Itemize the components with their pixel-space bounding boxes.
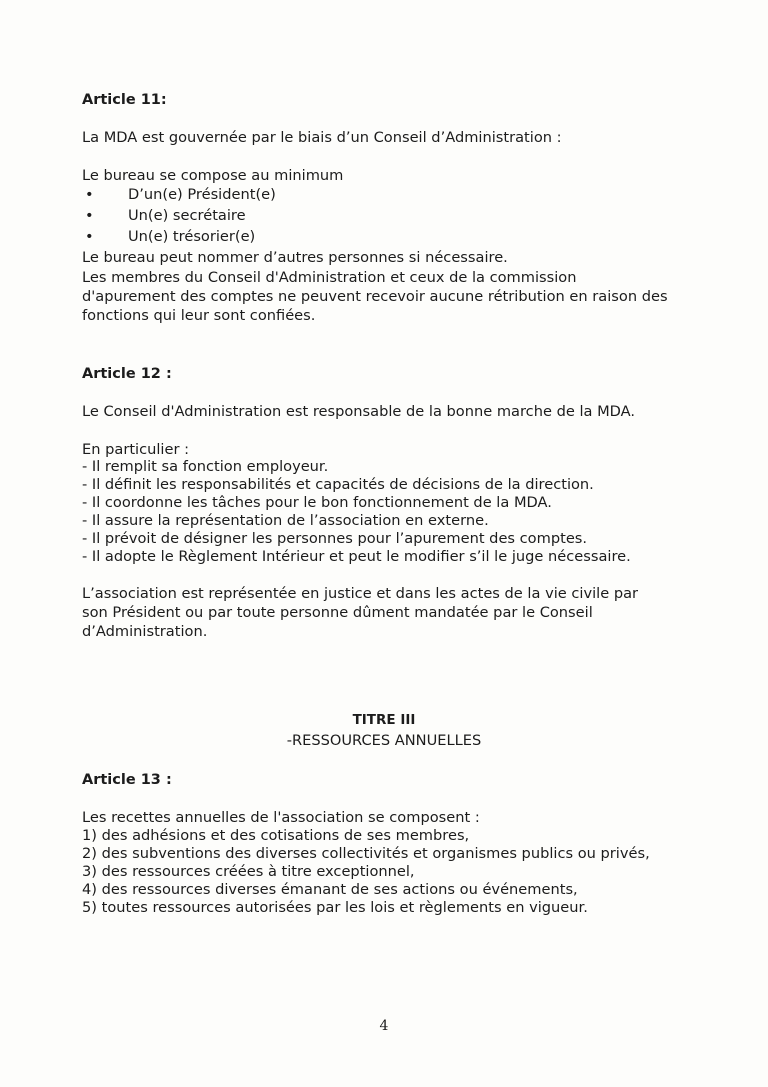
bureau-member: • Un(e) trésorier(e) [82, 226, 722, 247]
representation-line-2: son Président ou par toute personne dûment mandatée par le Conseil [82, 604, 593, 621]
duty-line: - Il assure la représentation de l’association en externe. [82, 512, 489, 529]
bureau-intro: Le bureau se compose au minimum [82, 167, 344, 184]
article-11-line-4: fonctions qui leur sont confiées. [82, 307, 316, 324]
bureau-member: • Un(e) secrétaire [82, 205, 722, 226]
duty-line: - Il prévoit de désigner les personnes pour l’apurement des comptes. [82, 530, 588, 547]
duty-line: - Il adopte le Règlement Intérieur et peut le modifier s’il le juge nécessaire. [82, 548, 631, 565]
resource-item: 4) des ressources diverses émanant de ses actions ou événements, [82, 881, 578, 898]
titre-subtitle: -RESSOURCES ANNUELLES [286, 732, 482, 749]
article-12-intro: Le Conseil d'Administration est responsable de la bonne marche de la MDA. [82, 403, 636, 420]
resource-item: 5) toutes ressources autorisées par les lois et règlements en vigueur. [82, 899, 588, 916]
representation-line-3: d’Administration. [82, 623, 208, 640]
duty-line: - Il définit les responsabilités et capacités de décisions de la direction. [82, 476, 594, 493]
duty-line: - Il remplit sa fonction employeur. [82, 458, 329, 475]
article-11-line-3: d'apurement des comptes ne peuvent recevoir aucune rétribution en raison des [82, 288, 668, 305]
article-12-heading: Article 12 : [82, 366, 172, 382]
resource-item: 2) des subventions des diverses collectivités et organismes publics ou privés, [82, 845, 650, 862]
article-11-line-2: Les membres du Conseil d'Administration et ceux de la commission [82, 269, 577, 286]
article-11-heading: Article 11: [82, 92, 167, 108]
article-13-intro: Les recettes annuelles de l'association se composent : [82, 809, 480, 826]
page-number: 4 [379, 1018, 389, 1034]
duty-line: - Il coordonne les tâches pour le bon fonctionnement de la MDA. [82, 494, 552, 511]
article-13-heading: Article 13 : [82, 772, 172, 788]
bureau-members-list [82, 184, 722, 247]
particular-intro: En particulier : [82, 441, 190, 458]
titre-heading: TITRE III [352, 712, 416, 728]
article-11-intro: La MDA est gouvernée par le biais d’un Conseil d’Administration : [82, 129, 562, 146]
article-11-line-1: Le bureau peut nommer d’autres personnes si nécessaire. [82, 249, 508, 266]
representation-line-1: L’association est représentée en justice et dans les actes de la vie civile par [82, 585, 639, 602]
bureau-member: • D’un(e) Président(e) [82, 184, 722, 205]
resource-item: 1) des adhésions et des cotisations de ses membres, [82, 827, 470, 844]
resource-item: 3) des ressources créées à titre exceptionnel, [82, 863, 415, 880]
